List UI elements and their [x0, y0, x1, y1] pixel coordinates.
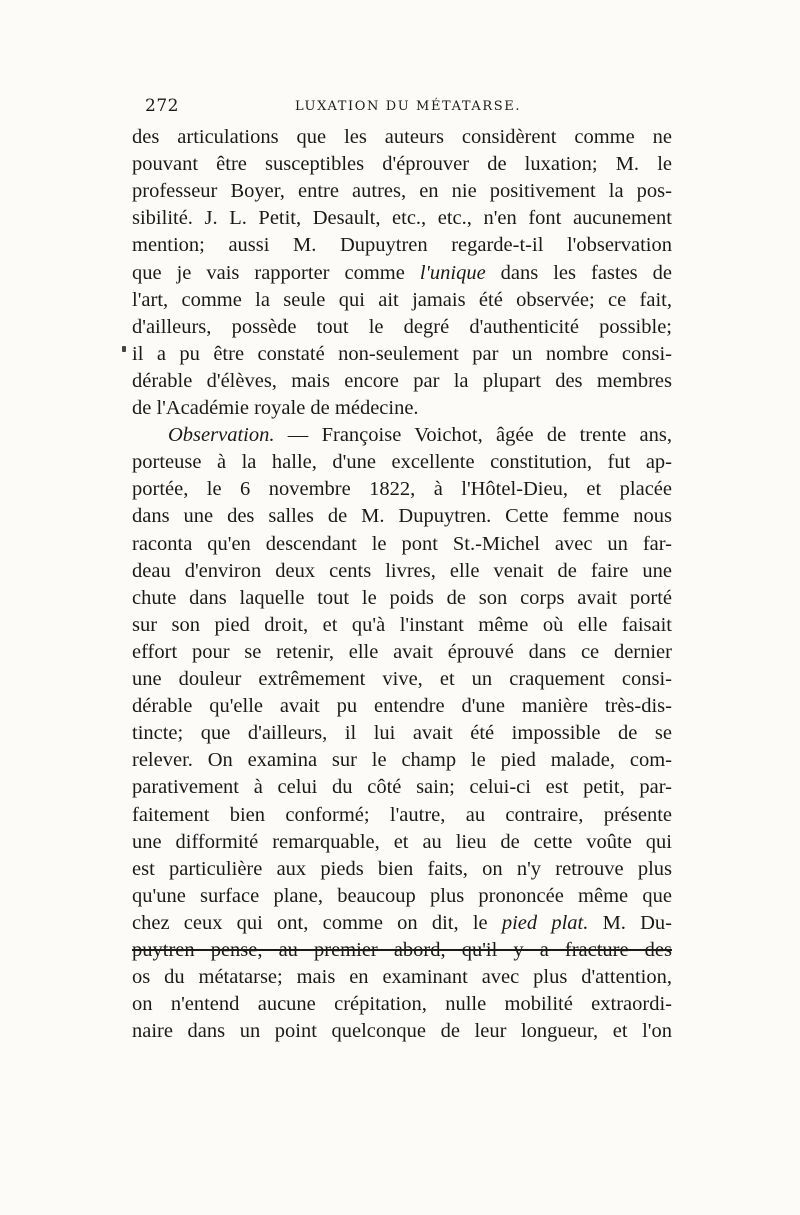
line-text: est particulière aux pieds bien faits, on n'y retrouve plus — [132, 857, 672, 880]
text-line — [132, 205, 672, 232]
line-text: puytren pense, au premier abord, qu'il y a fracture des — [132, 939, 672, 961]
line-text: il a pu être constaté non-seulement par un nombre consi- — [132, 342, 672, 365]
text-line — [132, 585, 672, 612]
running-head: LUXATION DU MÉTATARSE. — [295, 99, 522, 114]
text-line — [132, 449, 672, 476]
line-text: on n'entend aucune crépitation, nulle mobilité extraordi- — [132, 993, 672, 1016]
line-text: M. Du- — [588, 911, 672, 934]
text-line — [132, 693, 672, 720]
text-line — [132, 151, 672, 178]
line-text: chez ceux qui ont, comme on dit, le — [132, 911, 502, 934]
text-line — [132, 774, 672, 801]
line-text: qu'une surface plane, beaucoup plus prononcée même que — [132, 884, 672, 907]
text-line — [132, 612, 672, 639]
line-text: une difformité remarquable, et au lieu de cette voûte qui — [132, 830, 672, 853]
text-line — [132, 829, 672, 856]
text-line — [132, 1018, 672, 1045]
line-text: os du métatarse; mais en examinant avec plus d'attention, — [132, 966, 672, 989]
line-text: l'art, comme la seule qui ait jamais été observée; ce fait, — [132, 288, 672, 311]
text-line — [132, 856, 672, 883]
text-line — [132, 232, 672, 259]
line-text: sibilité. J. L. Petit, Desault, etc., etc., n'en font aucunement — [132, 207, 672, 230]
line-text: de l'Académie royale de médecine. — [132, 397, 419, 419]
line-text: sur son pied droit, et qu'à l'instant même où elle faisait — [132, 613, 672, 636]
line-text: raconta qu'en descendant le pont St.-Michel avec un far- — [132, 532, 672, 555]
line-text: relever. On examina sur le champ le pied malade, com- — [132, 749, 672, 772]
line-text: chute dans laquelle tout le poids de son corps avait porté — [132, 586, 672, 609]
text-line — [132, 910, 672, 937]
italic-text: pied plat. — [501, 911, 589, 934]
text-line — [132, 883, 672, 910]
line-text: que je vais rapporter comme — [132, 261, 420, 284]
text-line — [132, 964, 672, 991]
text-line — [132, 287, 672, 314]
text-line — [132, 666, 672, 693]
line-text: dérable d'élèves, mais encore par la plupart des membres — [132, 369, 672, 392]
text-line — [132, 720, 672, 747]
line-text: naire dans un point quelconque de leur longueur, et l'on — [132, 1020, 672, 1043]
text-line — [132, 991, 672, 1018]
text-line — [132, 503, 672, 530]
page-header — [145, 96, 665, 122]
line-text: portée, le 6 novembre 1822, à l'Hôtel-Dieu, et placée — [132, 478, 672, 501]
page-number: 272 — [145, 96, 179, 116]
text-line — [132, 178, 672, 205]
line-text: une douleur extrêmement vive, et un craquement consi- — [132, 668, 672, 690]
text-line — [132, 395, 672, 422]
italic-text: Observation. — [168, 424, 275, 447]
text-line — [132, 314, 672, 341]
line-text: faitement bien conformé; l'autre, au contraire, présente — [132, 803, 672, 826]
text-line — [132, 124, 672, 151]
line-text: — Françoise Voichot, âgée de trente ans, — [274, 424, 672, 447]
text-line — [132, 260, 672, 287]
line-text: effort pour se retenir, elle avait éprouvé dans ce dernier — [132, 640, 672, 663]
line-text: tincte; que d'ailleurs, il lui avait été impossible de se — [132, 722, 672, 745]
text-line — [132, 476, 672, 503]
text-line — [132, 558, 672, 585]
line-text: dans les fastes de — [485, 261, 672, 284]
text-line — [132, 639, 672, 666]
line-text: dérable qu'elle avait pu entendre d'une manière très-dis- — [132, 695, 672, 718]
line-text: d'ailleurs, possède tout le degré d'authenticité possible; — [132, 315, 672, 338]
text-line — [132, 802, 672, 829]
line-text: mention; aussi M. Dupuytren regarde-t-il l'observation — [132, 234, 672, 257]
line-text: professeur Boyer, entre autres, en nie positivement la pos- — [132, 180, 672, 203]
text-line — [132, 531, 672, 558]
text-line — [132, 341, 672, 368]
line-text: porteuse à la halle, d'une excellente constitution, fut ap- — [132, 451, 672, 474]
italic-text: l'unique — [419, 261, 486, 284]
line-text: dans une des salles de M. Dupuytren. Cette femme nous — [132, 505, 672, 528]
line-text: deau d'environ deux cents livres, elle venait de faire une — [132, 559, 672, 582]
line-text: parativement à celui du côté sain; celui-ci est petit, par- — [132, 776, 672, 799]
text-line — [132, 747, 672, 774]
text-line — [132, 937, 672, 964]
line-text: des articulations que les auteurs considèrent comme ne — [132, 126, 672, 148]
line-text: pouvant être susceptibles d'éprouver de luxation; M. le — [132, 153, 672, 176]
text-line — [168, 422, 672, 449]
margin-mark — [122, 346, 126, 352]
text-line — [132, 368, 672, 395]
